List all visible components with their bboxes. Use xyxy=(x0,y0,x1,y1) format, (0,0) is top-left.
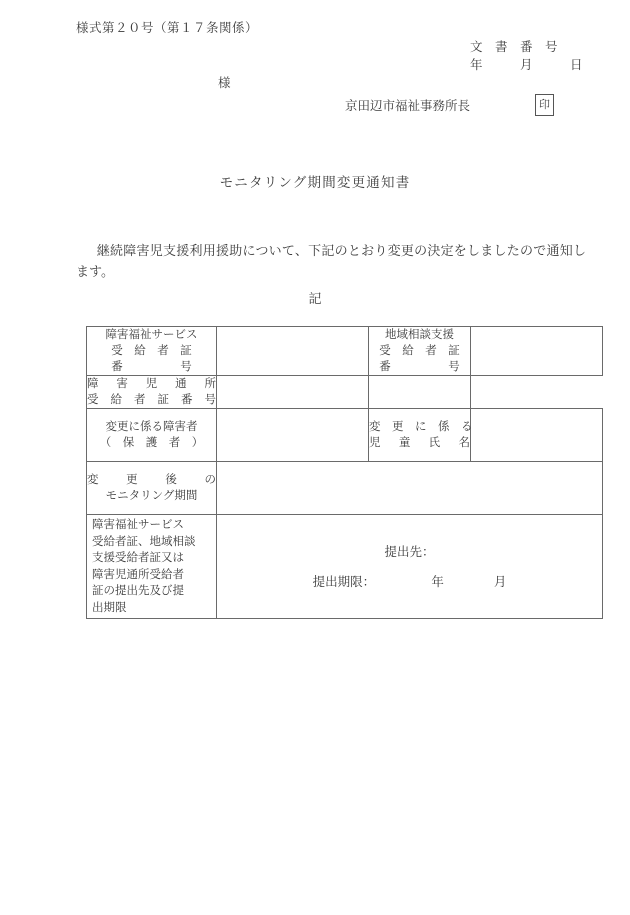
notification-table xyxy=(86,326,603,619)
label-line-2: 受 給 者 証 番 号 xyxy=(87,394,216,406)
table-row xyxy=(87,376,603,409)
label-child-daycare-cert-number xyxy=(87,376,217,409)
label-line-5: 証の提出先及び提 xyxy=(92,585,184,597)
label-line-2: 受給者証、地域相談 xyxy=(92,535,196,548)
label-changed-person xyxy=(87,409,217,462)
issuer-name: 京田辺市福祉事務所長 xyxy=(345,99,471,113)
label-line-3: 番 号 xyxy=(379,361,460,373)
field-welfare-service-cert-number[interactable] xyxy=(217,327,369,376)
label-line-1: 変更に係る障害者 xyxy=(105,421,198,433)
table-row xyxy=(87,515,603,619)
document-meta xyxy=(470,38,590,74)
label-line-2: 受 給 者 証 xyxy=(379,345,460,357)
doc-number-label: 文 書 番 号 xyxy=(470,40,558,54)
label-regional-consult-cert-number xyxy=(369,327,471,376)
submit-deadline-label: 提出期限： 年 月 xyxy=(312,574,507,589)
field-submission-info[interactable] xyxy=(217,515,603,619)
page-title: モニタリング期間変更通知書 xyxy=(219,175,411,190)
label-line-1: 変 更 に 係 る xyxy=(369,421,473,433)
table-row xyxy=(87,462,603,515)
spacer-cell xyxy=(369,376,471,409)
label-line-1: 障害福祉サービス xyxy=(105,329,198,341)
ki-mark: 記 xyxy=(308,291,322,306)
label-line-3: 支援受給者証又は xyxy=(92,552,184,564)
label-submission-destination-deadline xyxy=(87,515,217,619)
label-line-3: 番 号 xyxy=(111,361,192,373)
body-line-2: します。 xyxy=(76,243,586,279)
label-line-2: 児 童 氏 名 xyxy=(369,437,470,449)
table-row xyxy=(87,409,603,462)
field-regional-consult-cert-number[interactable] xyxy=(471,327,603,376)
label-line-2: 受 給 者 証 xyxy=(111,345,192,357)
label-line-1: 地域相談支援 xyxy=(385,329,454,341)
label-line-1: 変 更 後 の xyxy=(87,474,216,486)
spacer-cell xyxy=(471,376,603,409)
field-changed-person[interactable] xyxy=(217,409,369,462)
table-row xyxy=(87,327,603,376)
label-changed-child-name xyxy=(369,409,471,462)
label-line-2: （ 保 護 者 ） xyxy=(99,437,204,449)
label-line-2: モニタリング期間 xyxy=(105,490,198,502)
body-line-1: 継続障害児支援利用援助について、下記のとおり変更の決定をしましたので通知 xyxy=(96,243,573,258)
label-new-monitoring-period xyxy=(87,462,217,515)
submission-info-block xyxy=(217,527,602,607)
label-line-6: 出期限 xyxy=(92,601,127,614)
addressee-honorific: 様 xyxy=(218,76,231,90)
form-number: 様式第２０号（第１７条関係） xyxy=(76,21,259,35)
field-new-monitoring-period[interactable] xyxy=(217,462,603,515)
seal-box-icon: 印 xyxy=(535,94,554,116)
field-changed-child-name[interactable] xyxy=(471,409,603,462)
label-welfare-service-cert-number xyxy=(87,327,217,376)
doc-date-label: 年 月 日 xyxy=(470,58,583,72)
label-line-1: 障 害 児 通 所 xyxy=(87,378,216,390)
label-line-4: 障害児通所受給者 xyxy=(92,568,184,581)
label-line-1: 障害福祉サービス xyxy=(92,519,184,531)
submit-to-label: 提出先： xyxy=(384,544,435,559)
field-child-daycare-cert-number[interactable] xyxy=(217,376,369,409)
body-paragraph xyxy=(76,240,586,282)
